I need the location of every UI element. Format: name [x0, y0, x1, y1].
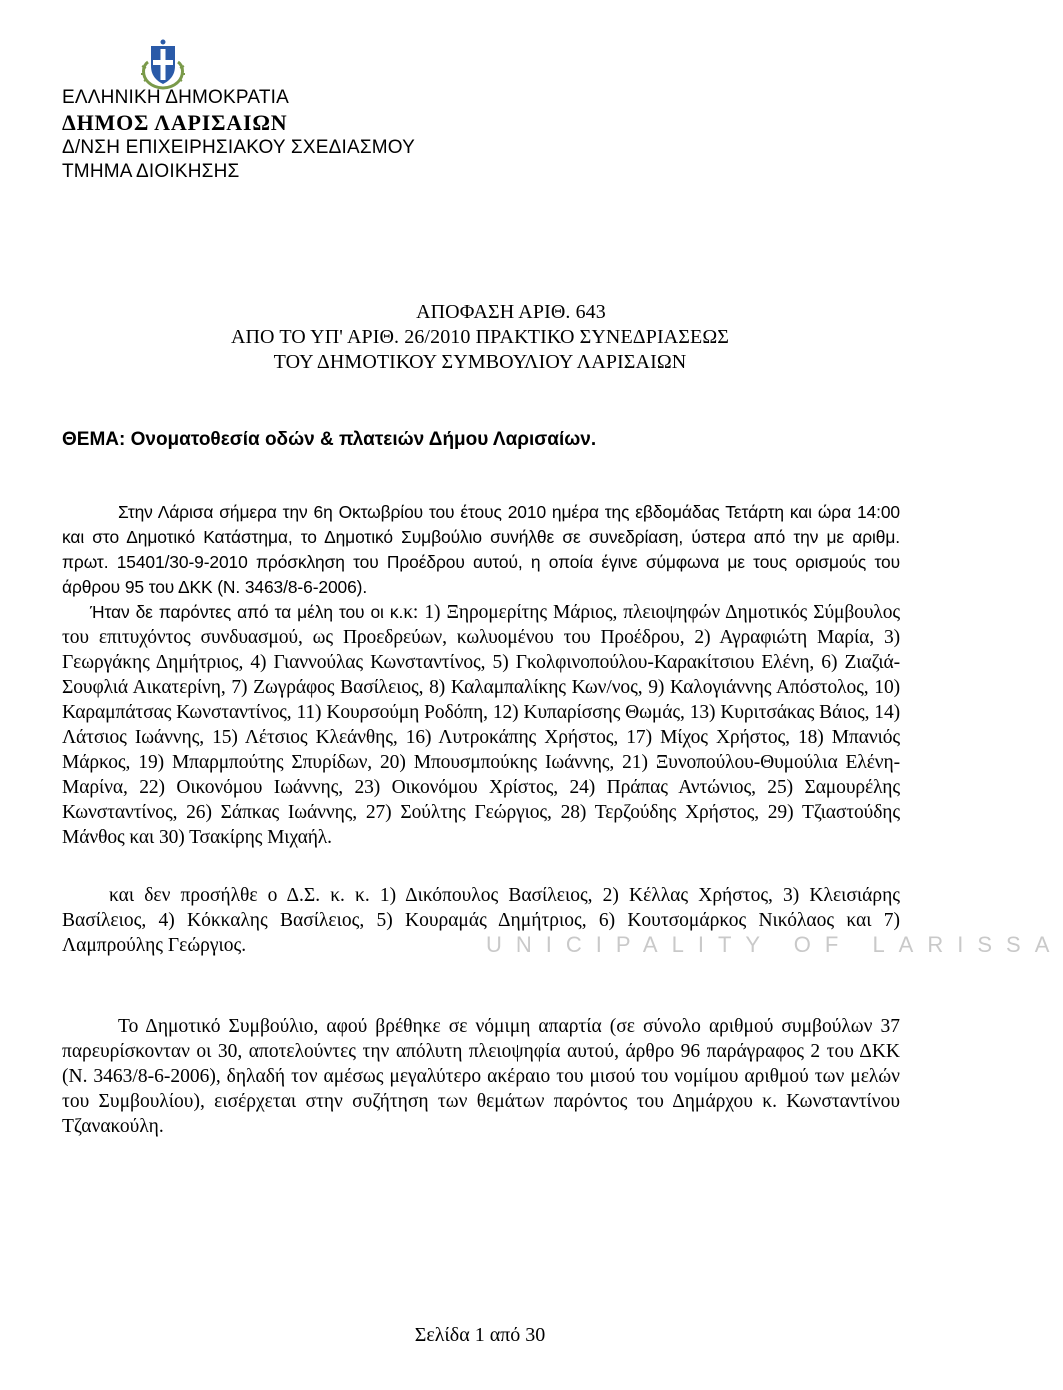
- greek-state-emblem-icon: [138, 38, 188, 90]
- subject-line: ΘΕΜΑ: Ονοματοθεσία οδών & πλατειών Δήμου Λαρισαίων.: [62, 429, 597, 450]
- paragraph-quorum-text: Το Δημοτικό Συμβούλιο, αφού βρέθηκε σε νόμιμη απαρτία (σε σύνολο αριθμού συμβούλων 37 παρευρίσκονταν οι 30, αποτελούντες την απόλυτη πλειοψηφία αυτού, άρθρο 96 παράγραφος 2 του ΔΚΚ (Ν. 3463/8-6-2006), δηλαδή τον αμέσως μεγαλύτερο ακέραιο του μισού του νομίμου αριθμού των μελών του Συμβουλίου), εισέρχεται στην συζήτηση των θεμάτων παρόντος του Δημάρχου κ. Κωνσταντίνου Τζανακούλη.: [62, 1016, 900, 1137]
- letterhead: [62, 86, 562, 184]
- decision-heading: [0, 300, 960, 375]
- paragraph-session-text: Στην Λάρισα σήμερα την 6η Οκτωβρίου του έτους 2010 ημέρα της εβδομάδας Τετάρτη και ώρα 14:00 και στο Δημοτικό Κατάστημα, το Δημοτικό Συμβούλιο συνήλθε σε συνεδρίαση, ύστερα από την με αριθμ. πρωτ. 15401/30-9-2010 πρόσκληση του Προέδρου αυτού, η οποία έγινε σύμφωνα με τους ορισμούς του άρθρου 95 του ΔΚΚ (Ν. 3463/8-6-2006).: [62, 502, 900, 597]
- header-country: ΕΛΛΗΝΙΚΗ ΔΗΜΟΚΡΑΤΙΑ: [62, 87, 289, 108]
- header-directorate: Δ/ΝΣΗ ΕΠΙΧΕΙΡΗΣΙΑΚΟΥ ΣΧΕΔΙΑΣΜΟΥ: [62, 137, 416, 158]
- decision-number: ΑΠΟΦΑΣΗ ΑΡΙΘ. 643: [416, 301, 606, 323]
- decision-council: ΤΟΥ ΔΗΜΟΤΙΚΟΥ ΣΥΜΒΟΥΛΙΟΥ ΛΑΡΙΣΑΙΩΝ: [273, 351, 687, 373]
- paragraph-present-lead: Ήταν δε παρόντες από τα μέλη του οι κ.: [90, 602, 404, 622]
- watermark: UNICIPALITY OF LARISSA: [486, 932, 1063, 957]
- paragraph-present-list: κ: 1) Ξηρομερίτης Μάριος, πλειοψηφών Δημοτικός Σύμβουλος του επιτυχόντος συνδυασμού, ως Προεδρεύων, κωλυομένου του Προέδρου, 2) Αγραφιώτη Μαρία, 3) Γεωργάκης Δημήτριος, 4) Γιαννούλας Κωνσταντίνος, 5) Γκολφινοπούλου-Καρακίτσιου Ελένη, 6) Ζιαζιά-Σουφλιά Αικατερίνη, 7) Ζωγράφος Βασίλειος, 8) Καλαμπαλίκης Κων/νος, 9) Καλογιάννης Απόστολος, 10) Καραμπάτσας Κωνσταντίνος, 11) Κουρσούμη Ροδόπη, 12) Κυπαρίσσης Θωμάς, 13) Κυριτσάκας Βάιος, 14) Λάτσιος Ιωάννης, 15) Λέτσιος Κλεάνθης, 16) Λυτροκάπης Χρήστος, 17) Μίχος Χρήστος, 18) Μπανιός Μάρκος, 19) Μπαρμπούτης Σπυρίδων, 20) Μπουσμπούκης Ιωάννης, 21) Ξυνοπούλου-Θυμούλια Ελένη-Μαρίνα, 22) Οικονόμου Ιωάννης, 23) Οικονόμου Χρίστος, 24) Πράπας Αντώνιος, 25) Σαμουρέλης Κωνσταντίνος, 26) Σάπκας Ιωάννης, 27) Σούλτης Γεώργιος, 28) Τερζούδης Χρήστος, 29) Τζιαστούδης Μάνθος και 30) Τσακίρης Μιχαήλ.: [62, 602, 901, 848]
- paragraph-present-members: [62, 600, 900, 850]
- page-number: Σελίδα 1 από 30: [414, 1324, 546, 1346]
- paragraph-quorum: [62, 1014, 900, 1139]
- header-department: ΤΜΗΜΑ ΔΙΟΙΚΗΣΗΣ: [62, 161, 240, 182]
- header-municipality: ΔΗΜΟΣ ΛΑΡΙΣΑΙΩΝ: [62, 110, 288, 135]
- paragraph-session: [62, 500, 900, 600]
- decision-minutes: ΑΠΟ ΤΟ ΥΠ' ΑΡΙΘ. 26/2010 ΠΡΑΚΤΙΚΟ ΣΥΝΕΔΡΙΑΣΕΩΣ: [230, 326, 730, 348]
- paragraph-absent-text: και δεν προσήλθε ο Δ.Σ. κ. κ. 1) Δικόπουλος Βασίλειος, 2) Κέλλας Χρήστος, 3) Κλεισιάρης Βασίλειος, 4) Κόκκαλης Βασίλειος, 5) Κουραμάς Δημήτριος, 6) Κουτσομάρκος Νικόλαος και 7) Λαμπρούλης Γεώργιος.: [62, 885, 900, 956]
